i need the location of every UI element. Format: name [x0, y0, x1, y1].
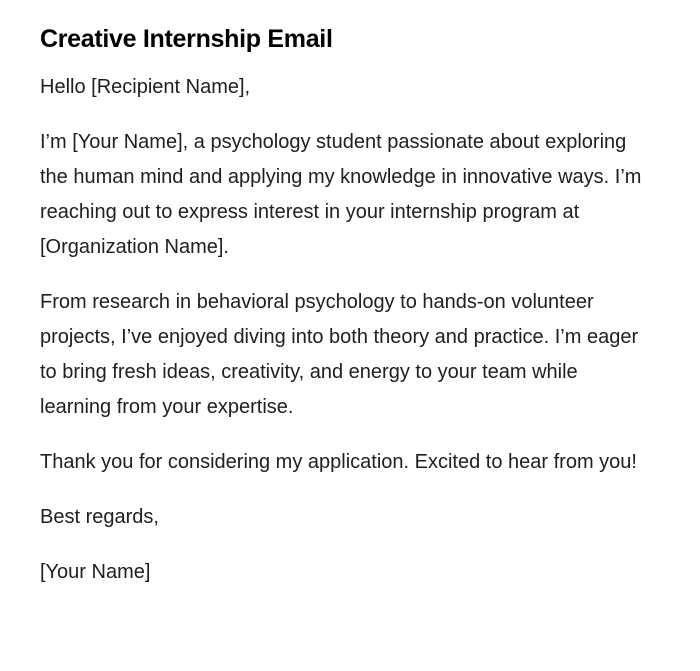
email-greeting: Hello [Recipient Name],	[40, 76, 251, 98]
page-title: Creative Internship Email	[40, 25, 333, 53]
email-paragraph-intro: I’m [Your Name], a psychology student passionate about exploring the human mind and applying my knowledge in innovative ways. I’m reaching out to express interest in your internship program at [Organization Name].	[40, 131, 642, 258]
email-signature: [Your Name]	[40, 561, 151, 583]
email-paragraph-thanks: Thank you for considering my application. Excited to hear from you!	[40, 451, 637, 473]
email-closing: Best regards,	[40, 506, 159, 528]
email-paragraph-experience: From research in behavioral psychology to hands-on volunteer projects, I’ve enjoyed diving into both theory and practice. I’m eager to bring fresh ideas, creativity, and energy to your team while learning from your expertise.	[40, 291, 639, 418]
